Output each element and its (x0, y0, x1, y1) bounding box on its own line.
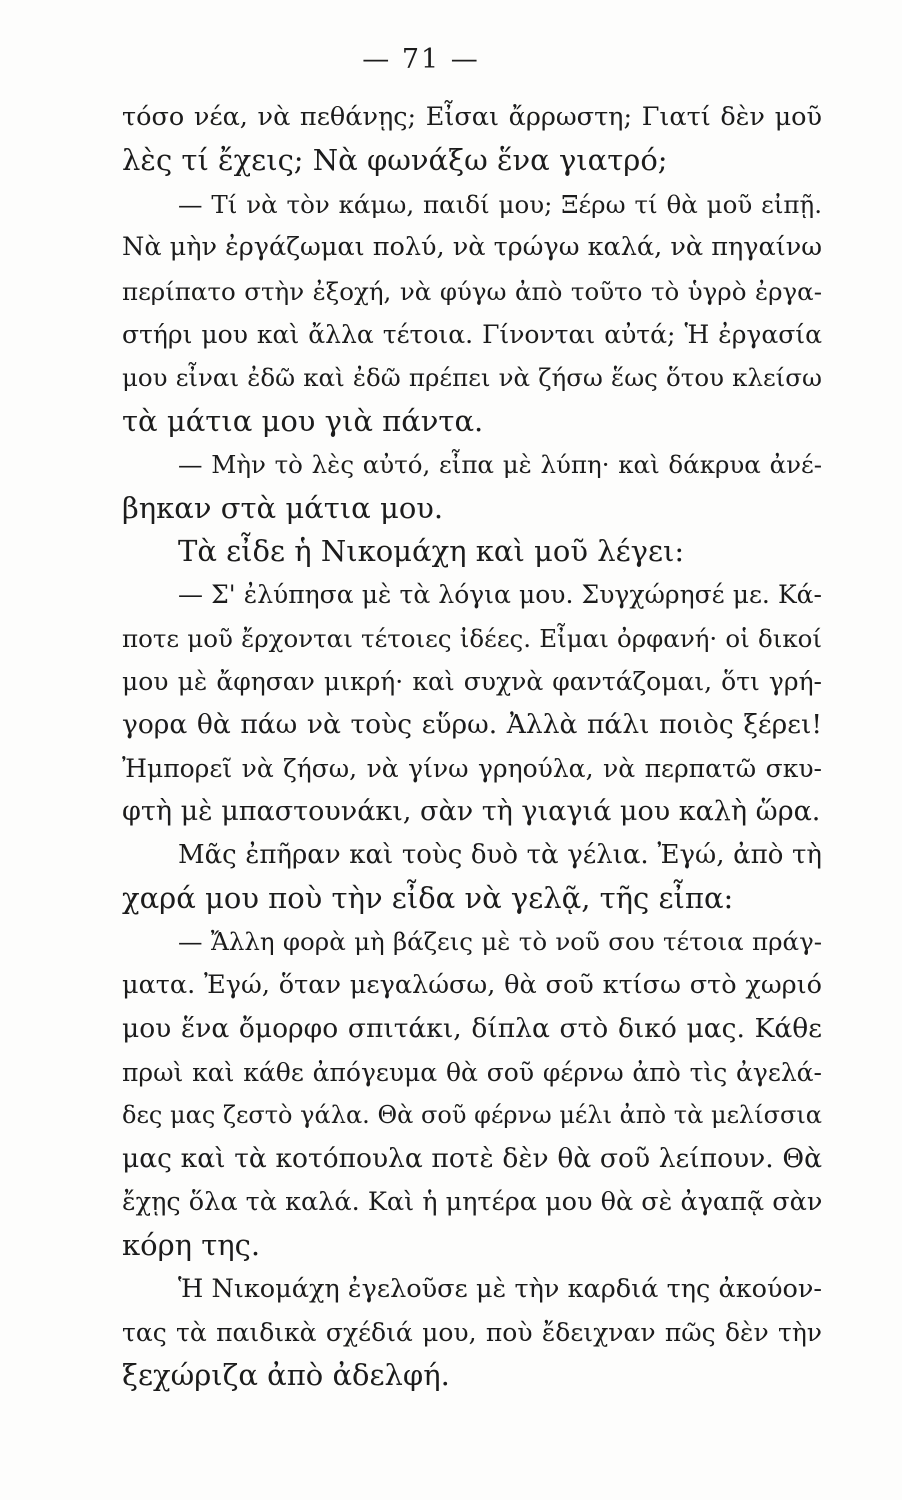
text-line: ματα. Ἐγώ, ὅταν μεγαλώσω, θὰ σοῦ κτίσω στὸ χωριό (122, 969, 822, 1000)
text-line: λὲς τί ἔχεις; Νὰ φωνάξω ἕνα γιατρό; (122, 143, 668, 178)
text-line: τας τὰ παιδικὰ σχέδιά μου, ποὺ ἔδειχναν πῶς δὲν τὴν (122, 1317, 822, 1347)
text-line: μας καὶ τὰ κοτόπουλα ποτὲ δὲν θὰ σοῦ λείπουν. Θὰ (122, 1143, 822, 1175)
text-line: στήρι μου καὶ ἄλλα τέτοια. Γίνονται αὐτά; Ἡ ἐργασία (122, 319, 822, 349)
text-line: Μᾶς ἐπῆραν καὶ τοὺς δυὸ τὰ γέλια. Ἐγώ, ἀπὸ τὴ (178, 839, 822, 870)
text-line: μου εἶναι ἐδῶ καὶ ἐδῶ πρέπει νὰ ζήσω ἕως ὅτου κλείσω (122, 363, 822, 393)
text-line: τόσο νέα, νὰ πεθάνῃς; Εἶσαι ἄρρωστη; Γιατί δὲν μοῦ (122, 102, 822, 132)
text-line: — Σ' ἐλύπησα μὲ τὰ λόγια μου. Συγχώρησέ με. Κά- (178, 580, 822, 610)
text-line: ξεχώριζα ἀπὸ ἀδελφή. (122, 1358, 450, 1393)
text-line: — Τί νὰ τὸν κάμω, παιδί μου; Ξέρω τί θὰ μοῦ εἰπῇ. (178, 189, 822, 219)
text-line: — Μὴν τὸ λὲς αὐτό, εἶπα μὲ λύπη· καὶ δάκρυα ἀνέ- (178, 450, 822, 480)
text-line: Τὰ εἶδε ἡ Νικομάχη καὶ μοῦ λέγει: (178, 533, 685, 568)
text-line: τὰ μάτια μου γιὰ πάντα. (122, 403, 484, 438)
text-line: δες μας ζεστὸ γάλα. Θὰ σοῦ φέρνω μέλι ἀπὸ τὰ μελίσσια (122, 1100, 822, 1129)
text-line: πρωὶ καὶ κάθε ἀπόγευμα θὰ σοῦ φέρνω ἀπὸ τὶς ἀγελά- (122, 1057, 822, 1087)
text-line: μου ἕνα ὄμορφο σπιτάκι, δίπλα στὸ δικό μας. Κάθε (122, 1013, 822, 1045)
text-line: φτὴ μὲ μπαστουνάκι, σὰν τὴ γιαγιά μου καλὴ ὥρα. (122, 796, 821, 828)
text-line: χαρά μου ποὺ τὴν εἶδα νὰ γελᾷ, τῆς εἶπα: (122, 881, 734, 916)
text-line: κόρη της. (122, 1228, 261, 1263)
body-text (122, 96, 822, 1398)
text-line: Ἡ Νικομάχη ἐγελοῦσε μὲ τὴν καρδιά της ἀκούον- (178, 1273, 822, 1304)
text-line: Ἠμπορεῖ νὰ ζήσω, νὰ γίνω γρηούλα, νὰ περπατῶ σκυ- (122, 753, 822, 783)
text-line: γορα θὰ πάω νὰ τοὺς εὕρω. Ἀλλὰ πάλι ποιὸς ξέρει! (122, 709, 822, 741)
text-line: ποτε μοῦ ἔρχονται τέτοιες ἰδέες. Εἶμαι ὀρφανή· οἱ δικοί (122, 623, 822, 653)
text-line: ἔχῃς ὅλα τὰ καλά. Καὶ ἡ μητέρα μου θὰ σὲ ἀγαπᾷ σὰν (122, 1186, 823, 1217)
page-number: — 71 — (362, 44, 480, 75)
text-line: μου μὲ ἄφησαν μικρή· καὶ συχνὰ φαντάζομαι, ὅτι γρή- (122, 667, 822, 697)
text-line: Νὰ μὴν ἐργάζωμαι πολύ, νὰ τρώγω καλά, νὰ πηγαίνω (122, 232, 822, 263)
text-line: βηκαν στὰ μάτια μου. (122, 490, 444, 525)
text-line: — Ἄλλη φορὰ μὴ βάζεις μὲ τὸ νοῦ σου τέτοια πράγ- (178, 927, 822, 957)
text-line: περίπατο στὴν ἐξοχή, νὰ φύγω ἀπὸ τοῦτο τὸ ὑγρὸ ἐργα- (122, 276, 822, 306)
